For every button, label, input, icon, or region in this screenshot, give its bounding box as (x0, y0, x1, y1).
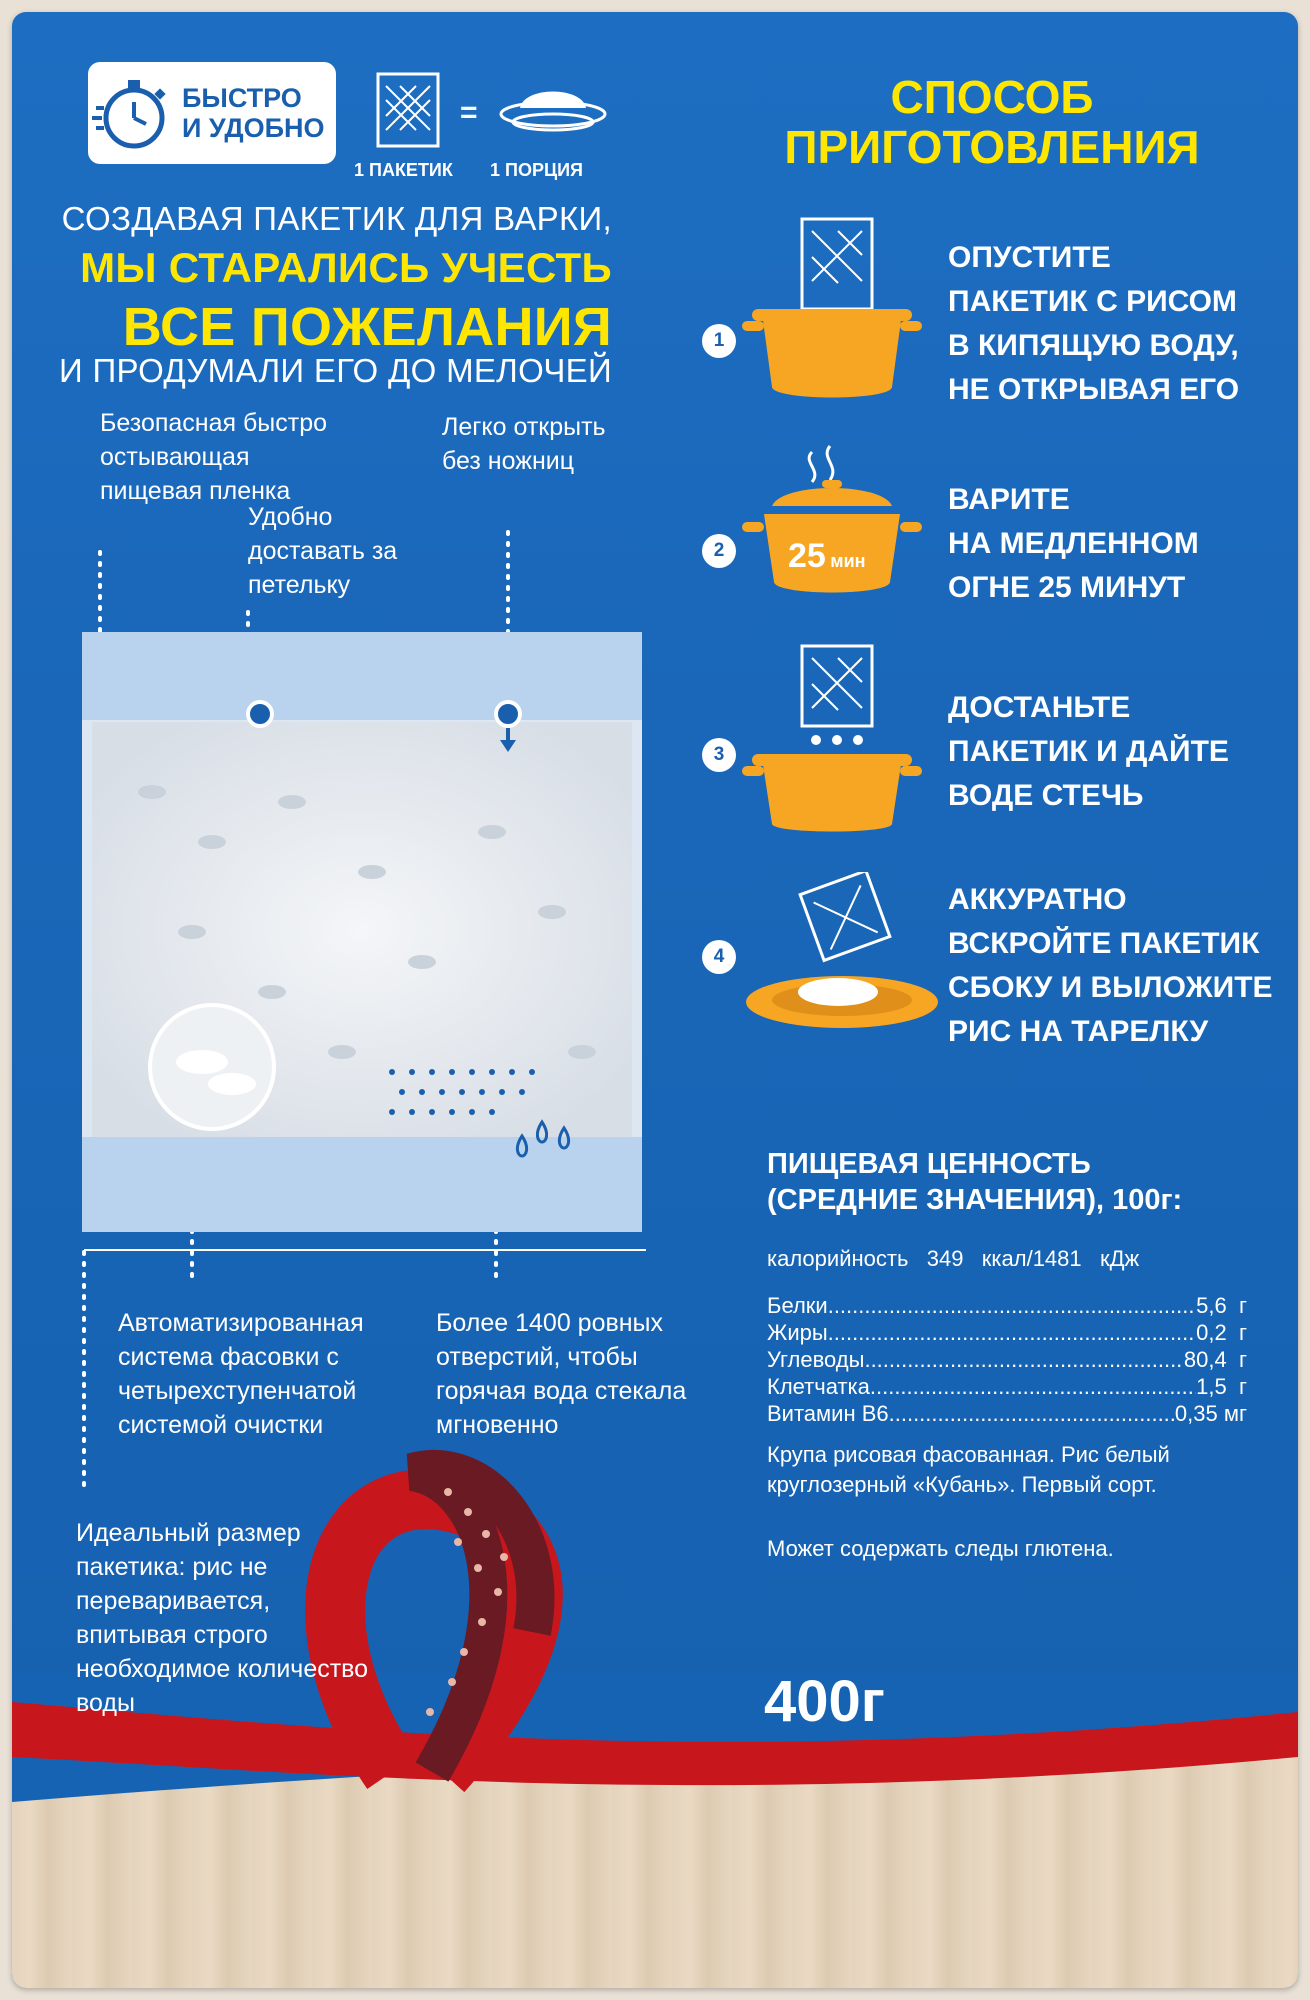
step-1-line-1: ОПУСТИТЕ (948, 241, 1111, 274)
note-holes: Более 1400 ровных отверстий, чтобы горячая вода стекала мгновенно (436, 1309, 687, 1439)
timer-label (788, 537, 866, 576)
nutrition-title-line-2: (СРЕДНИЕ ЗНАЧЕНИЯ), 100г: (767, 1184, 1183, 1216)
nutrition-row (767, 1292, 1247, 1319)
nutrient-name: Клетчатка (767, 1374, 870, 1399)
nutrient-value: 80,4 г (1183, 1347, 1247, 1372)
nutrient-name: Белки (767, 1293, 828, 1318)
intro-line-3: ВСЕ ПОЖЕЛАНИЯ (122, 297, 612, 357)
equals-sign: = (460, 96, 478, 129)
nutrient-value: 1,5 г (1196, 1374, 1247, 1399)
step-3-number: 3 (702, 738, 736, 772)
intro-line-1: СОЗДАВАЯ ПАКЕТИК ДЛЯ ВАРКИ, (61, 200, 612, 237)
pot-draining-icon (742, 644, 922, 834)
note-film: Безопасная быстро остывающая пищевая пленка (100, 409, 328, 505)
nutrition-row (767, 1319, 1247, 1346)
nutrient-value: 0,35 мг (1174, 1401, 1247, 1426)
step-2-line-2: НА МЕДЛЕННОМ (948, 527, 1199, 560)
step-1-line-2: ПАКЕТИК С РИСОМ (948, 285, 1237, 318)
step-3-line-1: ДОСТАНЬТЕ (948, 691, 1131, 724)
step-1-line-3: В КИПЯЩУЮ ВОДУ, (948, 329, 1239, 362)
timer-unit: мин (830, 551, 866, 571)
product-description: Крупа рисовая фасованная. Рис белый круглозерный «Кубань». Первый сорт. (767, 1442, 1170, 1497)
nutrient-value: 0,2 г (1196, 1320, 1247, 1345)
bag-label: 1 ПАКЕТИК (354, 160, 453, 180)
note-size: Идеальный размер пакетика: рис не переваривается, впитывая строго необходимое количество воды (76, 1519, 369, 1717)
step-4-line-3: СБОКУ И ВЫЛОЖИТЕ (948, 971, 1273, 1004)
method-title-line-1: СПОСОБ (890, 71, 1094, 123)
package-back (12, 12, 1298, 1988)
nutrition-row (767, 1400, 1247, 1427)
nutrient-name: Углеводы (767, 1347, 865, 1372)
step-1-line-4: НЕ ОТКРЫВАЯ ЕГО (948, 373, 1240, 406)
step-1-text (948, 236, 1288, 412)
intro-line-2: МЫ СТАРАЛИСЬ УЧЕСТЬ (80, 244, 612, 291)
nutrient-name: Витамин В6 (767, 1401, 889, 1426)
method-title (732, 72, 1252, 172)
method-title-line-2: ПРИГОТОВЛЕНИЯ (784, 121, 1200, 173)
plate-with-rice-icon (742, 872, 942, 1032)
intro-line-4: И ПРОДУМАЛИ ЕГО ДО МЕЛОЧЕЙ (59, 352, 612, 389)
pot-with-lid-icon (742, 442, 922, 602)
nutrition-row (767, 1346, 1247, 1373)
step-4-text (948, 878, 1288, 1054)
step-3-text (948, 686, 1288, 818)
badge-line-1: БЫСТРО (182, 83, 302, 113)
nutrition-title-line-1: ПИЩЕВАЯ ЦЕННОСТЬ (767, 1148, 1091, 1180)
step-2-text (948, 478, 1288, 610)
badge-line-2: И УДОБНО (182, 113, 325, 143)
pot-with-bag-icon (742, 217, 922, 407)
net-weight: 400г (764, 1669, 885, 1734)
allergen-note: Может содержать следы глютена. (767, 1536, 1114, 1561)
nutrition-energy: калорийность 349 ккал/1481 кДж (767, 1246, 1140, 1271)
step-1-number: 1 (702, 324, 736, 358)
timer-value: 25 (788, 537, 826, 575)
note-loop: Удобно доставать за петельку (248, 503, 398, 599)
rice-bag-image (72, 632, 652, 1242)
step-2-line-3: ОГНЕ 25 МИНУТ (948, 571, 1186, 604)
step-2-line-1: ВАРИТЕ (948, 483, 1070, 516)
step-4-number: 4 (702, 940, 736, 974)
note-open: Легко открыть без ножниц (442, 413, 606, 475)
nutrient-name: Жиры (767, 1320, 828, 1345)
step-4-line-1: АККУРАТНО (948, 883, 1127, 916)
step-3-line-3: ВОДЕ СТЕЧЬ (948, 779, 1144, 812)
nutrition-title (767, 1146, 1287, 1218)
step-3-line-2: ПАКЕТИК И ДАЙТЕ (948, 735, 1229, 768)
nutrition-row (767, 1373, 1247, 1400)
step-4-line-2: ВСКРОЙТЕ ПАКЕТИК (948, 927, 1260, 960)
portion-label: 1 ПОРЦИЯ (490, 160, 583, 180)
nutrient-value: 5,6 г (1196, 1293, 1247, 1318)
step-4-line-4: РИС НА ТАРЕЛКУ (948, 1015, 1209, 1048)
note-packing: Автоматизированная система фасовки с четырехступенчатой системой очистки (118, 1309, 364, 1439)
step-2-number: 2 (702, 534, 736, 568)
